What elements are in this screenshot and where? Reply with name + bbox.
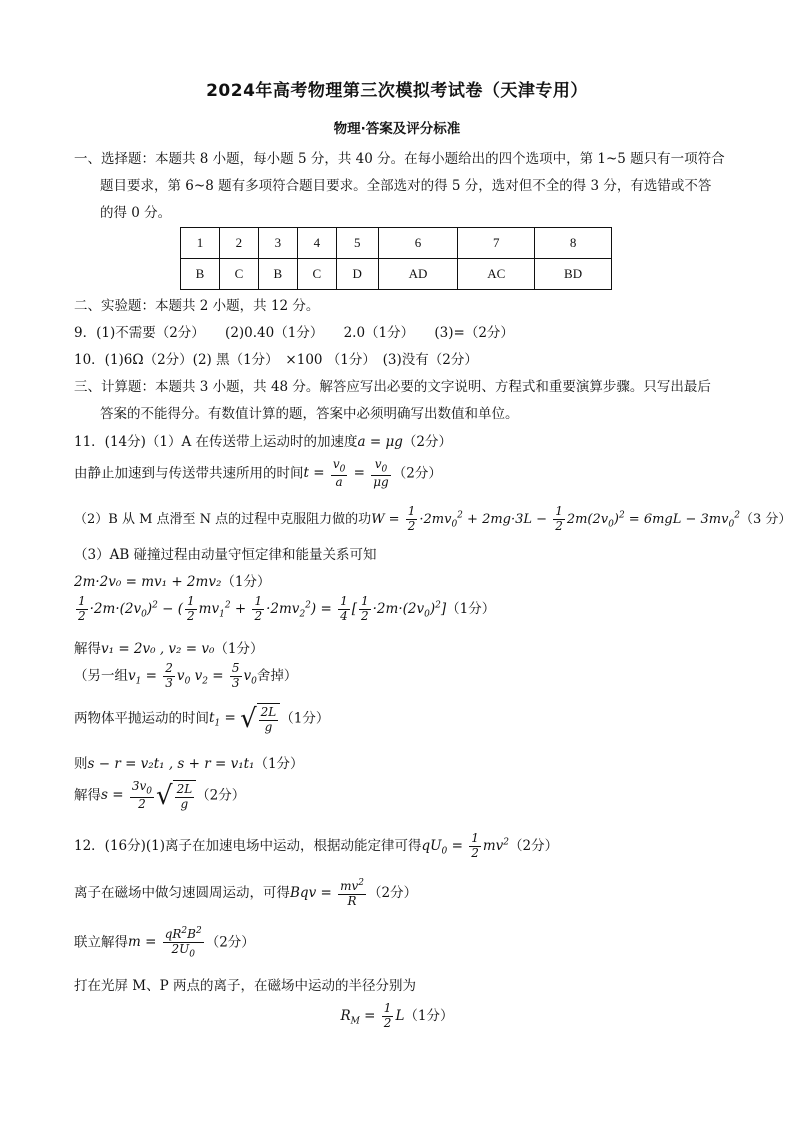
q12-part2-score: （2分） [368, 884, 418, 901]
question-number: 3 [258, 228, 297, 259]
q12-radius-score: （1分） [404, 1007, 454, 1024]
question-number: 1 [181, 228, 220, 259]
section3-line1: 三、计算题：本题共 3 小题，共 48 分。解答应写出必要的文字说明、方程式和重要演算步骤。只写出最后 [74, 379, 711, 395]
section2-header: 二、实验题：本题共 2 小题，共 12 分。 [74, 298, 320, 314]
answer-cell: B [258, 259, 297, 290]
q11-part1-text: 11．(14分)（1）A 在传送带上运动时的加速度 [74, 434, 358, 450]
q11-distance-relation [74, 752, 734, 772]
answer-cell: B [181, 259, 220, 290]
q11-part1-score: （2分） [402, 434, 452, 450]
q11-final-label: 解得 [74, 787, 101, 804]
q11-other-velocity-formula: $v_1$ = $\frac{2}{3}$ $v_0$ $v_2$ = $\frac{5}{3}$ $v_0$ [128, 661, 257, 690]
q11-fall-time-score: （1分） [280, 710, 330, 727]
q11-work-formula: W = $\frac{1}{2}$ $\cdot 2mv_0^2 + 2mg\cdot 3L$ − $\frac{1}{2}$ $2m(2v_0)^2 = 6mgL - 3mv_0^2$ [371, 504, 740, 533]
q11-solution-score: （1分） [214, 641, 264, 657]
answer-cell: D [336, 259, 378, 290]
q11-solution-label: 解得 [74, 641, 101, 657]
page-title: 2024年高考物理第三次模拟考试卷（天津专用） [206, 81, 588, 101]
section1-line2: 题目要求，第 6~8 题有多项符合题目要求。全部选对的得 5 分，选对但不全的得 3 分，有选错或不答 [100, 178, 712, 194]
q12-part3-score: （2分） [205, 934, 255, 951]
q11-acceleration-formula: a = μg [357, 434, 403, 450]
answer-cell: C [219, 259, 258, 290]
q12-part1-text: 12．(16分)(1)离子在加速电场中运动，根据动能定律可得 [74, 837, 422, 854]
question-number: 5 [336, 228, 378, 259]
q11-velocity-formula: v₁ = 2v₀ , v₂ = v₀ [101, 641, 215, 657]
answer-cell: AD [378, 259, 458, 290]
q11-part1 [74, 430, 734, 450]
answer-cell: C [297, 259, 336, 290]
q12-radius-line [0, 1002, 794, 1031]
q12-part2 [74, 878, 734, 909]
q11-other-solution-end: 舍掉） [256, 667, 298, 684]
question-number: 8 [535, 228, 612, 259]
q11-momentum-formula: 2m·2v₀ = mv₁ + 2mv₂ [74, 574, 222, 590]
q12-radius-formula: $R_M$ = $\frac{1}{2}$ L [340, 1001, 405, 1030]
section1-line1: 一、选择题：本题共 8 小题，每小题 5 分，共 40 分。在每小题给出的四个选项中，第 1~5 题只有一项符合 [74, 151, 725, 167]
q11-energy-score: （1分） [446, 600, 496, 617]
q11-distance-label: 则 [74, 756, 88, 772]
q11-part3 [74, 504, 792, 534]
q9-answer: 9．(1)不需要（2分） (2)0.40（1分） 2.0（1分） (3)=（2分） [74, 325, 514, 341]
q11-final-score: （2分） [196, 787, 246, 804]
q12-part1 [74, 832, 734, 861]
q11-solution-velocities [74, 637, 734, 657]
answer-cell: AC [458, 259, 535, 290]
q12-part3-text: 联立解得 [74, 934, 128, 951]
page-subtitle: 物理·答案及评分标准 [333, 121, 461, 137]
q11-other-solution [74, 662, 734, 691]
q11-time-formula: t = $\frac{v_0}{a}$ = $\frac{v_0}{\mu g}$ [303, 457, 389, 489]
q11-other-solution-text: （另一组 [74, 667, 128, 684]
section3-line2: 答案的不能得分。有数值计算的题，答案中必须明确写出数值和单位。 [100, 406, 519, 422]
question-number: 4 [297, 228, 336, 259]
q11-part3-text: （2）B 从 M 点滑至 N 点的过程中克服阻力做的功 [74, 511, 372, 527]
answer-table [180, 227, 612, 290]
q11-part2-text: 由静止加速到与传送带共速所用的时间 [74, 465, 304, 482]
q11-fall-time [74, 703, 734, 735]
q12-part2-text: 离子在磁场中做匀速圆周运动，可得 [74, 884, 290, 901]
q11-fall-time-formula: $t_1$ = √ $\frac{2L}{g}$ [209, 710, 280, 726]
q12-part4: 打在光屏 M、P 两点的离子，在磁场中运动的半径分别为 [74, 978, 416, 994]
q11-part2-score: （2分） [392, 465, 442, 482]
answer-cell: BD [535, 259, 612, 290]
q11-part3-score: （3 分） [739, 511, 792, 527]
q11-final-formula: s = $\frac{3v_0}{2}$ √ $\frac{2L}{g}$ [101, 787, 196, 803]
q11-energy-formula: $\frac{1}{2}$ $\cdot 2m\cdot(2v_0)^2$ − ( $\frac{1}{2}$ $mv_1^2$ + $\frac{1}{2}$ $\cdot 2mv_2^2$) = $\frac{1}{4}$ [ $\frac{1}{2}$ $\cdot 2m\cdot(2v_0)^2$] [78, 594, 447, 623]
q12-part1-score: （2分） [509, 837, 559, 854]
question-number: 2 [219, 228, 258, 259]
q12-force-formula: Bqv = $\frac{mv^2}{R}$ [290, 878, 364, 908]
question-number: 7 [458, 228, 535, 259]
q12-energy-formula: $qU_0$ = $\frac{1}{2}$ $mv^2$ [421, 831, 509, 860]
q11-distance-score: （1分） [254, 756, 304, 772]
q11-energy-equation [74, 595, 734, 624]
q12-part3 [74, 926, 734, 960]
q11-part4: （3）AB 碰撞过程由动量守恒定律和能量关系可知 [74, 547, 377, 563]
q11-distance-formula: s − r = v₂t₁ , s + r = v₁t₁ [87, 756, 255, 772]
q11-final-answer [74, 780, 734, 812]
question-number: 6 [378, 228, 458, 259]
q10-answer: 10．(1)6Ω（2分）(2) 黑（1分） ×100 （1分） (3)没有（2分） [74, 352, 478, 368]
q11-momentum-equation [74, 570, 734, 590]
answer-table-number-row [181, 228, 612, 259]
q11-fall-time-text: 两物体平抛运动的时间 [74, 710, 209, 727]
answer-table-answer-row [181, 259, 612, 290]
section1-line3: 的得 0 分。 [100, 205, 172, 221]
q12-mass-formula: m = $\frac{qR^2B^2}{2U_0}$ [128, 926, 202, 960]
q11-momentum-score: （1分） [221, 574, 271, 590]
q11-part2 [74, 458, 734, 490]
